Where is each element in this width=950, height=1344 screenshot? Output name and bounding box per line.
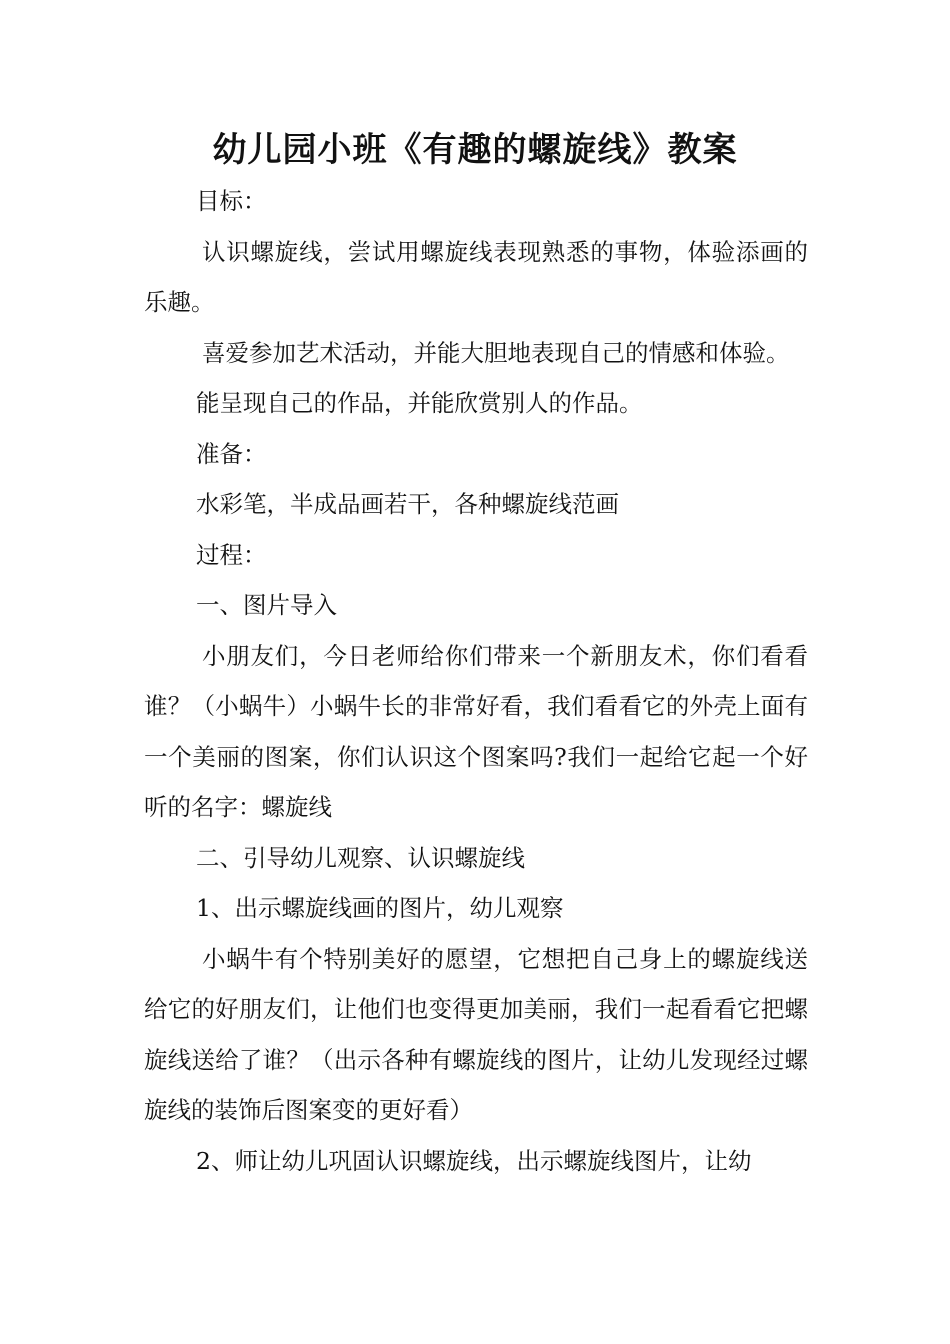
paragraph: 过程： <box>196 540 267 569</box>
paragraph: 二、引导幼儿观察、认识螺旋线 <box>196 843 525 872</box>
paragraph: 小朋友们，今日老师给你们带来一个新朋友术，你们看看谁？（小蜗牛）小蜗牛长的非常好看，我们看看它的外壳上面有一个美丽的图案，你们认识这个图案吗?我们一起给它起一个好听的名字：螺旋线 <box>144 641 808 821</box>
paragraph: 认识螺旋线，尝试用螺旋线表现熟悉的事物，体验添画的乐趣。 <box>144 237 808 316</box>
paragraph: 2、师让幼儿巩固认识螺旋线，出示螺旋线图片，让幼 <box>196 1146 752 1175</box>
document-title: 幼儿园小班《有趣的螺旋线》教案 <box>212 130 738 170</box>
paragraph: 目标： <box>196 187 267 215</box>
paragraph: 喜爱参加艺术活动，并能大胆地表现自己的情感和体验。 <box>202 338 790 367</box>
paragraph: 1、出示螺旋线画的图片，幼儿观察 <box>196 894 564 922</box>
paragraph: 小蜗牛有个特别美好的愿望，它想把自己身上的螺旋线送给它的好朋友们，让他们也变得更加美丽，我们一起看看它把螺旋线送给了谁？（出示各种有螺旋线的图片，让幼儿发现经过螺旋线的装饰后图案变的更好看） <box>144 944 808 1124</box>
paragraph: 准备： <box>196 439 267 468</box>
paragraph: 水彩笔，半成品画若干，各种螺旋线范画 <box>196 490 619 518</box>
document-body <box>144 176 808 1186</box>
paragraph: 能呈现自己的作品，并能欣赏别人的作品。 <box>196 389 643 417</box>
paragraph: 一、图片导入 <box>196 591 337 619</box>
